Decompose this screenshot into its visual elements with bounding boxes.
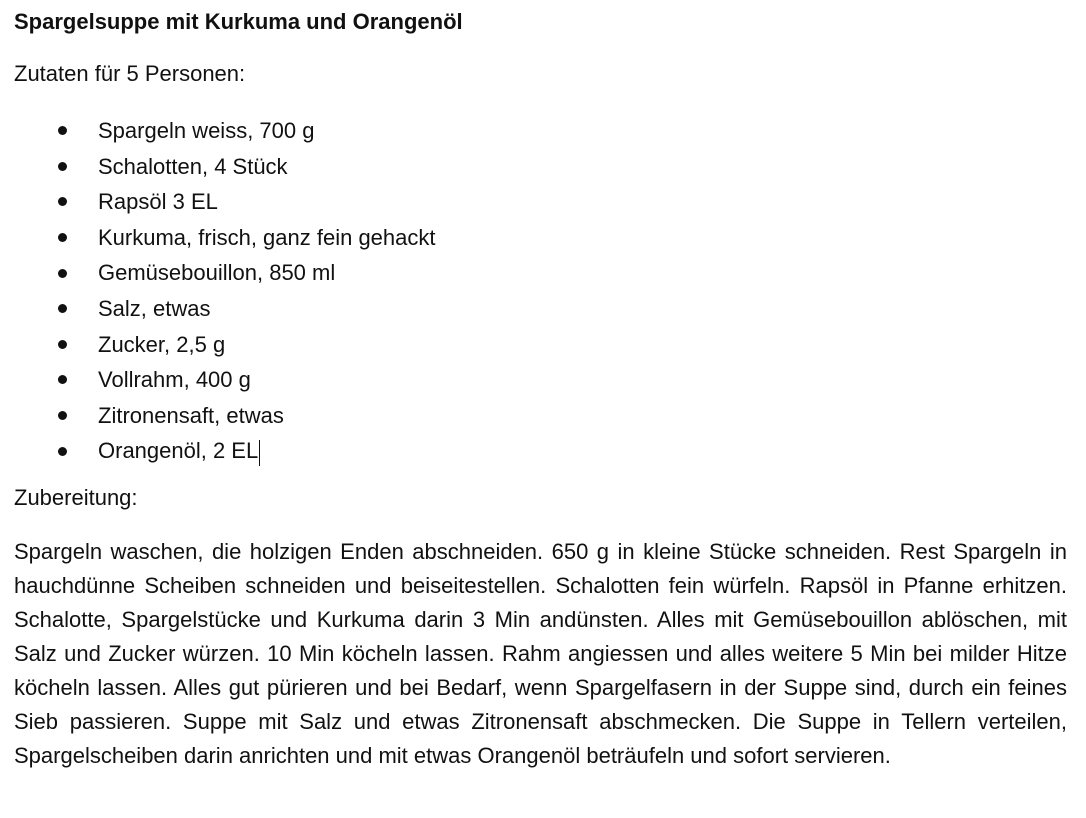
ingredient-text: Zucker, 2,5 g [98,331,226,357]
bullet-icon [58,340,67,349]
ingredient-text: Orangenöl, 2 EL [98,438,259,464]
bullet-icon [58,304,67,313]
ingredients-list [14,113,1067,469]
list-item [14,291,1067,327]
text-cursor[interactable] [259,440,260,466]
list-item [14,255,1067,291]
ingredient-text: Zitronensaft, etwas [98,402,284,428]
ingredient-text: Vollrahm, 400 g [98,367,251,393]
ingredient-text: Rapsöl 3 EL [98,189,218,215]
bullet-icon [58,411,67,420]
ingredient-text: Schalotten, 4 Stück [98,153,288,179]
list-item [14,184,1067,220]
list-item [14,113,1067,149]
ingredients-heading: Zutaten für 5 Personen: [14,61,246,86]
list-item [14,433,1067,469]
ingredient-text: Gemüsebouillon, 850 ml [98,260,336,286]
list-item [14,398,1067,434]
ingredient-text: Spargeln weiss, 700 g [98,118,315,143]
bullet-icon [58,197,67,206]
bullet-icon [58,375,67,384]
list-item [14,220,1067,256]
bullet-icon [58,269,67,278]
preparation-text: Spargeln waschen, die holzigen Enden abschneiden. 650 g in kleine Stücke schneiden. Rest Spargeln in hauchdünne Scheiben schneiden und beiseitestellen. Schalotten fein würfeln. Rapsöl in Pfanne erhitzen. Schalotte, Spargelstücke und Kurkuma darin 3 Min andünsten. Alles mit Gemüsebouillon ablöschen, mit Salz und Zucker würzen. 10 Min köcheln lassen. Rahm angiessen und alles weitere 5 Min bei milder Hitze köcheln lassen. Alles gut pürieren und bei Bedarf, wenn Spargelfasern in der Suppe sind, durch ein feines Sieb passieren. Suppe mit Salz und etwas Zitronensaft abschmecken. Die Suppe in Tellern verteilen, Spargelscheiben darin anrichten und mit etwas Orangenöl beträufeln und sofort servieren. [14,538,1067,768]
recipe-title: Spargelsuppe mit Kurkuma und Orangenöl [14,9,463,34]
bullet-icon [58,233,67,242]
bullet-icon [58,162,67,171]
list-item [14,149,1067,185]
ingredient-text: Kurkuma, frisch, ganz fein gehackt [98,224,436,250]
bullet-icon [58,126,67,135]
bullet-icon [58,447,67,456]
preparation-heading: Zubereitung: [14,484,138,510]
ingredient-text: Salz, etwas [98,295,211,321]
document-body[interactable] [14,0,1067,773]
list-item [14,327,1067,363]
list-item [14,362,1067,398]
